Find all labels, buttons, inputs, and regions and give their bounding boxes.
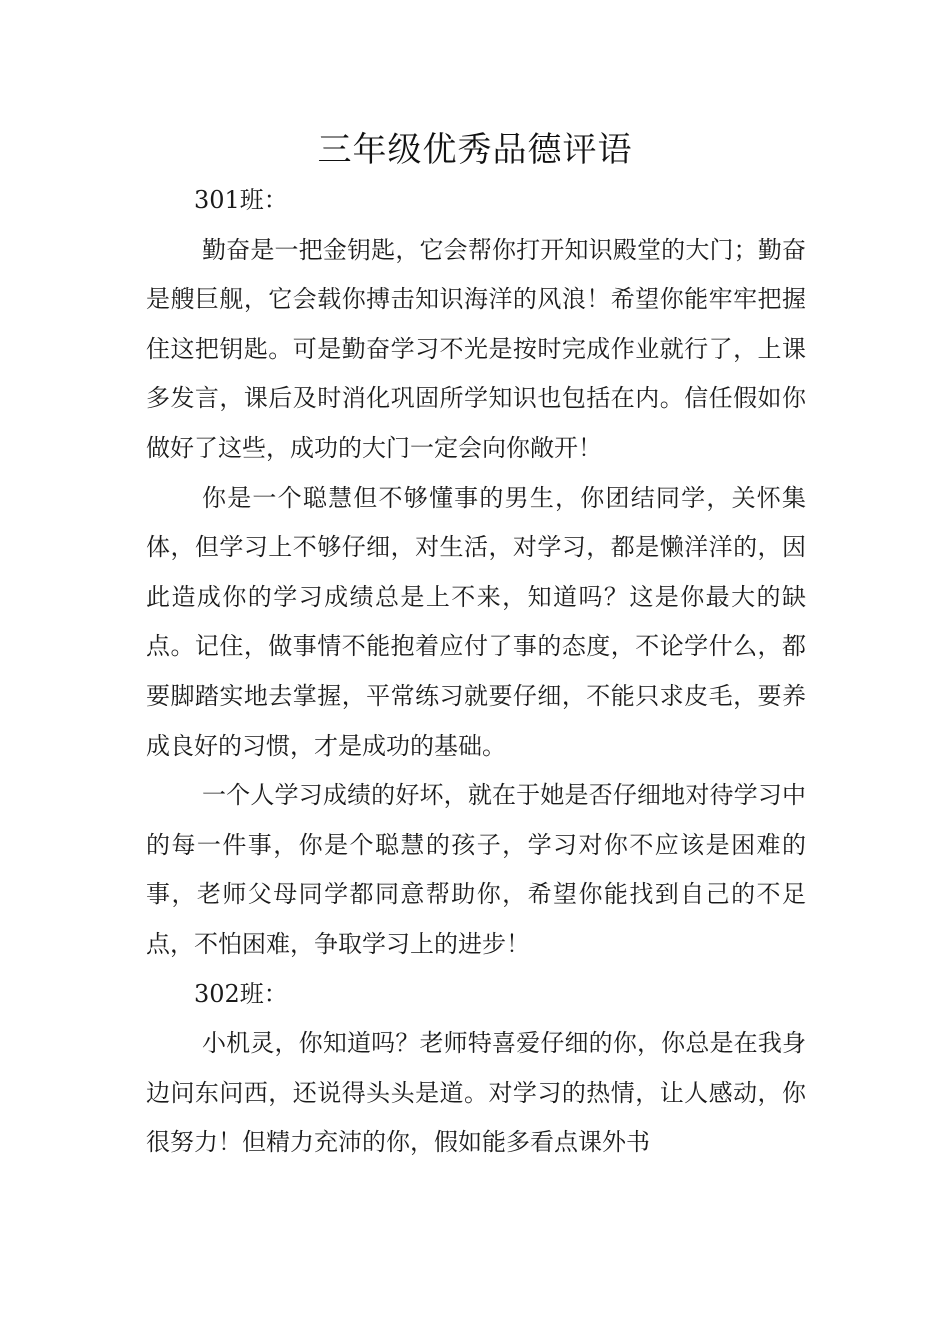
- document-body: [146, 176, 806, 1168]
- comment-paragraph: 一个人学习成绩的好坏，就在于她是否仔细地对待学习中的每一件事，你是个聪慧的孩子，学习对你不应该是困难的事，老师父母同学都同意帮助你，希望你能找到自己的不足点，不怕困难，争取学习上的进步！: [146, 781, 806, 958]
- document-title: 三年级优秀品德评语: [317, 130, 633, 170]
- class-label-302: 302班：: [194, 979, 288, 1008]
- comment-paragraph: 你是一个聪慧但不够懂事的男生，你团结同学，关怀集体，但学习上不够仔细，对生活，对学习，都是懒洋洋的，因此造成你的学习成绩总是上不来，知道吗？这是你最大的缺点。记住，做事情不能抱着应付了事的态度，不论学什么，都要脚踏实地去掌握，平常练习就要仔细，不能只求皮毛，要养成良好的习惯，才是成功的基础。: [146, 483, 806, 760]
- comment-paragraph: 小机灵，你知道吗？老师特喜爱仔细的你，你总是在我身边问东问西，还说得头头是道。对学习的热情，让人感动，你很努力！但精力充沛的你，假如能多看点课外书: [146, 1029, 806, 1157]
- comment-paragraph: 勤奋是一把金钥匙，它会帮你打开知识殿堂的大门；勤奋是艘巨舰，它会载你搏击知识海洋的风浪！希望你能牢牢把握住这把钥匙。可是勤奋学习不光是按时完成作业就行了，上课多发言，课后及时消化巩固所学知识也包括在内。信任假如你做好了这些，成功的大门一定会向你敞开！: [146, 235, 806, 462]
- class-label-301: 301班：: [194, 186, 288, 214]
